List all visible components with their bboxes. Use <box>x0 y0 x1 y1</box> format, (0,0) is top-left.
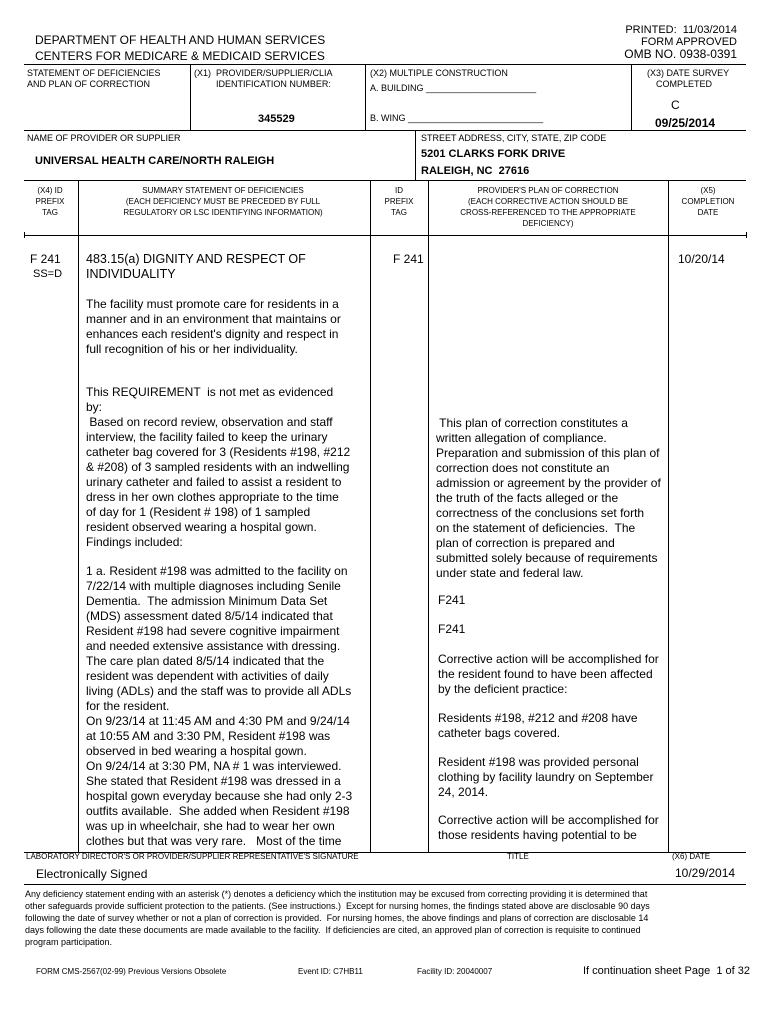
plan-label-1: PROVIDER'S PLAN OF CORRECTION <box>477 186 619 195</box>
x6-date-label: (X6) DATE <box>672 852 711 861</box>
x1-label-1: (X1) PROVIDER/SUPPLIER/CLIA <box>194 68 333 78</box>
findings-intro: This REQUIREMENT is not met as evidenced by: Based on record review, observation and staff interview, the facility failed to keep the urinary catheter bag covered for 3 (Residents #198, #212 & #208) of 3 sampled residents with an indwelling urinary catheter and failed to assist a resident to dress in her own clothes appropriate to the time of day for 1 (Resident # 198) of 1 sampled resident observed wearing a hospital gown. Findings included: <box>86 385 351 549</box>
completion-date: 10/20/14 <box>678 252 725 266</box>
printed-date: PRINTED: 11/03/2014 <box>625 24 737 36</box>
form-id: FORM CMS-2567(02-99) Previous Versions Obsolete <box>36 967 227 976</box>
statement-label-2: AND PLAN OF CORRECTION <box>27 79 151 89</box>
x3-code: C <box>671 98 680 112</box>
plan-corrective-action: Corrective action will be accomplished for the resident found to have been affected by the deficient practice: <box>438 652 659 696</box>
address-street: 5201 CLARKS FORK DRIVE <box>421 148 566 160</box>
event-id: Event ID: C7HB11 <box>298 967 363 976</box>
survey-completed-date: 09/25/2014 <box>655 116 716 130</box>
x2-wing: B. WING ___________________________ <box>370 113 544 123</box>
id-label-2: PREFIX <box>384 197 414 206</box>
form-approved: FORM APPROVED <box>641 36 737 48</box>
x2-label: (X2) MULTIPLE CONSTRUCTION <box>370 68 508 78</box>
x1-label-2: IDENTIFICATION NUMBER: <box>216 79 331 89</box>
regulation-title: 483.15(a) DIGNITY AND RESPECT OF INDIVIDUALITY <box>86 252 306 281</box>
x5-label-3: DATE <box>697 208 719 217</box>
page-continuation: If continuation sheet Page 1 of 32 <box>583 965 750 977</box>
x5-label-1: (X5) <box>700 186 716 195</box>
summary-label-1: SUMMARY STATEMENT OF DEFICIENCIES <box>142 186 304 195</box>
summary-label-3: REGULATORY OR LSC IDENTIFYING INFORMATION) <box>123 208 323 217</box>
provider-name: UNIVERSAL HEALTH CARE/NORTH RALEIGH <box>35 155 275 167</box>
regulation-text: The facility must promote care for residents in a manner and in an environment that maintains or enhances each resident's dignity and respect in full recognition of his or her individuality. <box>86 297 341 356</box>
summary-label-2: (EACH DEFICIENCY MUST BE PRECEDED BY FULL <box>125 197 321 206</box>
address-city: RALEIGH, NC 27616 <box>421 165 530 177</box>
signature-date: 10/29/2014 <box>675 866 736 880</box>
x2-building: A. BUILDING ______________________ <box>370 83 537 93</box>
plan-label-4: DEFICIENCY) <box>522 219 574 228</box>
address-label: STREET ADDRESS, CITY, STATE, ZIP CODE <box>421 133 607 143</box>
plan-label-2: (EACH CORRECTIVE ACTION SHOULD BE <box>467 197 629 206</box>
id-label-3: TAG <box>391 208 407 217</box>
provider-id-number: 345529 <box>258 113 295 125</box>
disclaimer-text: Any deficiency statement ending with an asterisk (*) denotes a deficiency which the institution may be excused from correcting providing it is determined that other safeguards provide sufficient protection to the patients. (See instructions.) Except for nursing homes, the findings stated above are disclosable 90 days following the date of survey whether or not a plan of correction is provided. For nursing homes, the above findings and plans of correction are disclosable 14 days following the date these documents are made available to the facility. If deficiencies are cited, an approved plan of correction is requisite to continued program participation. <box>25 889 650 947</box>
findings-detail: 1 a. Resident #198 was admitted to the facility on 7/22/14 with multiple diagnoses including Senile Dementia. The admission Minimum Data Set (MDS) assessment dated 8/5/14 indicated that Resident #198 had severe cognitive impairment and needed extensive assistance with dressing. The care plan dated 8/5/14 indicated that the resident was dependent with activities of daily living (ADLs) and the staff was to provide all ADLs for the resident. On 9/23/14 at 11:45 AM and 4:30 PM and 9/24/14 at 10:55 AM and 3:30 PM, Resident #198 was observed in bed wearing a hospital gown. On 9/24/14 at 3:30 PM, NA # 1 was interviewed. She stated that Resident #198 was dressed in a hospital gown everyday because she had only 2-3 outfits available. She added when Resident #198 was up in wheelchair, she had to wear her own clothes but that was very rare. Most of the time <box>86 564 353 848</box>
x4-label-1: (X4) ID <box>37 186 63 195</box>
plan-tag-1: F241 <box>438 593 466 607</box>
plan-disclaimer: This plan of correction constitutes a written allegation of compliance. Preparation and submission of this plan of correction does not constitute an admission or agreement by the provider of the truth of the facts alleged or the correctness of the conclusions set forth on the statement of deficiencies. The plan of correction is prepared and submitted solely because of requirements under state and federal law. <box>436 416 661 580</box>
tag-right: F 241 <box>393 252 424 266</box>
signature-label: LABORATORY DIRECTOR'S OR PROVIDER/SUPPLIER REPRESENTATIVE'S SIGNATURE <box>26 852 359 861</box>
omb-number: OMB NO. 0938-0391 <box>624 47 737 61</box>
facility-id: Facility ID: 20040007 <box>417 967 493 976</box>
x3-label-1: (X3) DATE SURVEY <box>647 68 730 78</box>
title-label: TITLE <box>507 852 529 861</box>
plan-clothing: Resident #198 was provided personal clothing by facility laundry on September 24, 2014. <box>438 755 654 799</box>
x4-label-3: TAG <box>42 208 58 217</box>
electronic-signature: Electronically Signed <box>36 867 148 881</box>
tag-left: F 241 <box>30 252 61 266</box>
department-title: DEPARTMENT OF HEALTH AND HUMAN SERVICES <box>35 33 326 47</box>
x5-label-2: COMPLETION <box>681 197 735 206</box>
scope-severity: SS=D <box>33 268 63 280</box>
agency-title: CENTERS FOR MEDICARE & MEDICAID SERVICES <box>35 49 325 63</box>
id-label-1: ID <box>395 186 403 195</box>
x4-label-2: PREFIX <box>35 197 65 206</box>
x3-label-2: COMPLETED <box>656 79 713 89</box>
statement-label-1: STATEMENT OF DEFICIENCIES <box>27 68 161 78</box>
plan-label-3: CROSS-REFERENCED TO THE APPROPRIATE <box>460 208 636 217</box>
plan-tag-2: F241 <box>438 622 466 636</box>
plan-catheter-bags: Residents #198, #212 and #208 have catheter bags covered. <box>438 711 638 740</box>
plan-others-affected: Corrective action will be accomplished for those residents having potential to be <box>438 813 659 842</box>
provider-name-label: NAME OF PROVIDER OR SUPPLIER <box>27 133 181 143</box>
